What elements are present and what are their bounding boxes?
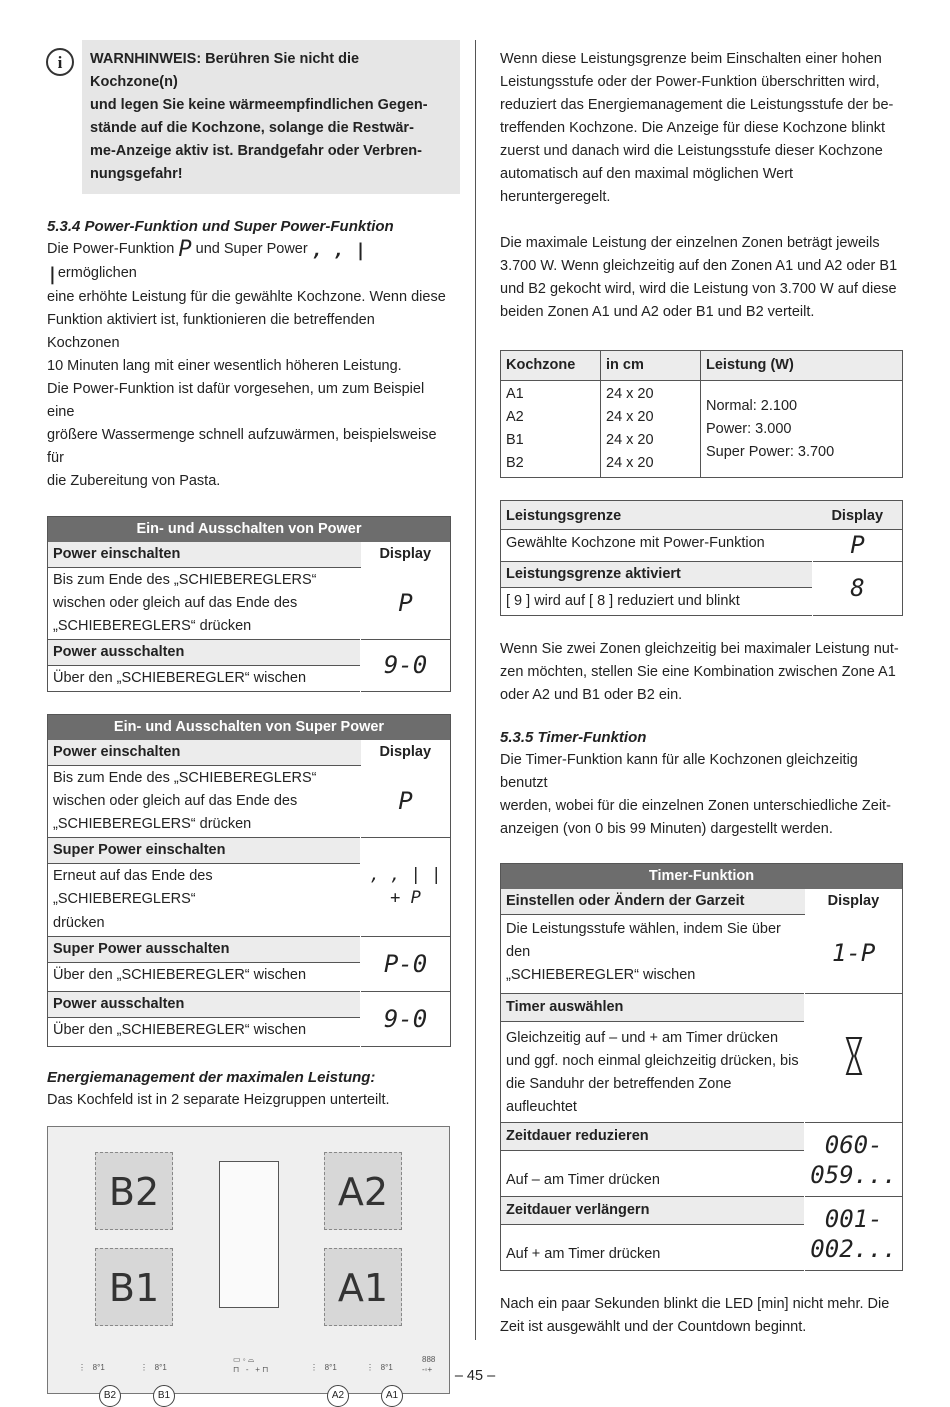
warning-line: WARNHINWEIS: Berühren Sie nicht die Kochzone(n) [90, 51, 360, 90]
display-symbol: P [813, 530, 903, 562]
table-col-display: Display [805, 889, 903, 915]
display-symbol: P-0 [361, 937, 451, 992]
table-header-power: Leistung (W) [701, 351, 903, 381]
text-line: Auf – am Timer drücken [506, 1172, 660, 1188]
text-line: reduziert das Energiemanagement die Leistungsstufe der be- [500, 97, 894, 113]
slider-control-icon: ⋮ 8°1 [140, 1363, 167, 1372]
super-power-table [47, 714, 451, 1047]
hob-diagram [47, 1126, 450, 1401]
text-line: die Zubereitung von Pasta. [47, 473, 221, 489]
column-divider [475, 40, 476, 1340]
text-line: anzeigen (von 0 bis 99 Minuten) dargestellt werden. [500, 821, 833, 837]
center-zone [219, 1161, 279, 1308]
circle-label-b2: B2 [99, 1385, 121, 1407]
timer-table [500, 863, 903, 1271]
circle-label-a1: A1 [381, 1385, 403, 1407]
size-cell [601, 381, 701, 478]
text: ermöglichen [57, 265, 137, 281]
table-cell [501, 915, 805, 994]
table-cell [48, 937, 361, 992]
table-cell [48, 766, 361, 838]
table-col-display: Display [813, 501, 903, 530]
table-cell [48, 992, 361, 1047]
text-line: „SCHIEBEREGLERS“ drücken [53, 618, 252, 634]
display-symbol: 9-0 [361, 640, 451, 692]
row-title: Leistungsgrenze aktiviert [501, 562, 812, 588]
section-title-535: 5.3.5 Timer-Funktion [500, 729, 647, 746]
table-col-title: Einstellen oder Ändern der Garzeit [501, 889, 805, 915]
display-line: 059... [810, 1160, 897, 1189]
text-line: oder A2 und B1 oder B2 ein. [500, 687, 683, 703]
text-line: Leistungsstufe oder der Power-Funktion überschritten wird, [500, 74, 880, 90]
row-title: Zeitdauer verlängern [501, 1197, 804, 1225]
zone-size: 24 x 20 [606, 409, 654, 425]
display-line: 002... [810, 1234, 897, 1263]
zone-table [500, 350, 903, 478]
text-line: größere Wassermenge schnell aufzuwärmen, beispielsweise für [47, 427, 437, 466]
text-line: Über den „SCHIEBEREGLER“ wischen [53, 1022, 307, 1038]
circle-label-a2: A2 [327, 1385, 349, 1407]
text-line: Erneut auf das Ende des „SCHIEBEREGLERS“ [53, 868, 213, 907]
text-line: Funktion aktiviert ist, funktionieren die betreffenden Kochzonen [47, 312, 375, 351]
display-line: 001- [824, 1204, 883, 1233]
text-line: Wenn diese Leistungsgrenze beim Einschalten einer hohen [500, 51, 882, 67]
section-title-534: 5.3.4 Power-Funktion und Super Power-Funktion [47, 218, 394, 235]
text-line: Wenn Sie zwei Zonen gleichzeitig bei maximaler Leistung nut- [500, 641, 899, 657]
table-col-display: Display [361, 542, 451, 568]
table-cell [501, 994, 805, 1123]
display-symbol: , , | | + P [361, 838, 451, 937]
super-power-display-symbol: , , | | [47, 240, 366, 285]
table-cell [501, 1123, 805, 1197]
text-line: Über den „SCHIEBEREGLER“ wischen [53, 967, 307, 983]
warning-line: stände auf die Kochzone, solange die Restwär- [90, 120, 414, 136]
zone-a1: A1 [324, 1248, 402, 1326]
center-control-icon: ▭ ◦ ⌓ ⊓ - + ⊓ [233, 1355, 269, 1374]
zone-name: B1 [506, 432, 524, 448]
table-col-display: Display [361, 740, 451, 766]
info-icon: i [46, 48, 74, 76]
text-line: Die Timer-Funktion kann für alle Kochzonen gleichzeitig benutzt [500, 752, 858, 791]
zone-a2: A2 [324, 1152, 402, 1230]
text-line: drücken [53, 915, 105, 931]
table-cell [501, 1197, 805, 1271]
left-column [47, 40, 451, 1401]
hourglass-icon [805, 994, 903, 1123]
energy-text: Das Kochfeld ist in 2 separate Heizgruppen unterteilt. [47, 1092, 390, 1108]
display-symbol: 9-0 [361, 992, 451, 1047]
text-line: Zeit ist ausgewählt und der Countdown beginnt. [500, 1319, 807, 1335]
warning-line: nungsgefahr! [90, 166, 183, 182]
slider-control-icon: ⋮ 8°1 [366, 1363, 393, 1372]
timer-control-icon: 888 -◦+ [422, 1355, 436, 1374]
text: Die Power-Funktion [47, 241, 175, 257]
zone-b2: B2 [95, 1152, 173, 1230]
slider-control-icon: ⋮ 8°1 [310, 1363, 337, 1372]
text-line: 3.700 W. Wenn gleichzeitig auf den Zonen A1 und A2 oder B1 [500, 258, 898, 274]
zone-b1: B1 [95, 1248, 173, 1326]
text-line: [ 9 ] wird auf [ 8 ] reduziert und blinkt [506, 593, 740, 609]
hourglass-icon [844, 1036, 864, 1076]
text: und Super Power [195, 241, 308, 257]
text-line: Bis zum Ende des „SCHIEBEREGLERS“ [53, 572, 317, 588]
text-line: Bis zum Ende des „SCHIEBEREGLERS“ [53, 770, 317, 786]
table-cell [48, 640, 361, 692]
zone-name: B2 [506, 455, 524, 471]
table-cell [48, 838, 361, 937]
text-line: „SCHIEBEREGLERS“ drücken [53, 816, 252, 832]
row-title: Super Power ausschalten [48, 937, 360, 963]
zone-cell [501, 381, 601, 478]
slider-control-icon: ⋮ 8°1 [78, 1363, 105, 1372]
text-line: zen möchten, stellen Sie eine Kombination zwischen Zone A1 [500, 664, 896, 680]
zone-size: 24 x 20 [606, 386, 654, 402]
text-line: Die Power-Funktion ist dafür vorgesehen, um zum Beispiel eine [47, 381, 425, 420]
limit-table [500, 500, 903, 616]
display-symbol: 1-P [805, 915, 903, 994]
zone-size: 24 x 20 [606, 432, 654, 448]
table-col-title: Power einschalten [48, 740, 361, 766]
right-column [500, 48, 903, 1339]
display-line: 060- [824, 1130, 883, 1159]
energy-title: Energiemanagement der maximalen Leistung: [47, 1069, 376, 1086]
circle-label-b1: B1 [153, 1385, 175, 1407]
zone-name: A1 [506, 386, 524, 402]
text-line: „SCHIEBEREGLER“ wischen [506, 967, 696, 983]
display-symbol: 8 [813, 562, 903, 616]
power-value: Power: 3.000 [706, 420, 792, 437]
table-header: Timer-Funktion [501, 864, 903, 890]
text-line: wischen oder gleich auf das Ende des [53, 595, 298, 611]
text-line: Auf + am Timer drücken [506, 1246, 661, 1262]
row-title: Timer auswählen [501, 994, 804, 1022]
power-intro [47, 238, 451, 286]
power-value: Super Power: 3.700 [706, 443, 835, 460]
table-col-title: Leistungsgrenze [501, 501, 813, 530]
text-line: zuerst und danach wird die Leistungsstufe dieser Kochzone [500, 143, 883, 159]
text-line: eine erhöhte Leistung für die gewählte Kochzone. Wenn diese [47, 289, 446, 305]
warning-box [57, 40, 460, 194]
text-line: treffenden Kochzone. Die Anzeige für diese Kochzone blinkt [500, 120, 886, 136]
table-header: Ein- und Ausschalten von Super Power [48, 715, 451, 741]
row-title: Zeitdauer reduzieren [501, 1123, 804, 1151]
text-line: 10 Minuten lang mit einer wesentlich höheren Leistung. [47, 358, 402, 374]
table-header-zone: Kochzone [501, 351, 601, 381]
text-line: automatisch auf den maximal möglichen Wert heruntergeregelt. [500, 166, 794, 205]
warning-line: und legen Sie keine wärmeempfindlichen Gegen- [90, 97, 428, 113]
text-line: Über den „SCHIEBEREGLER“ wischen [53, 670, 307, 686]
text-line: die Sanduhr der betreffenden Zone aufleuchtet [506, 1076, 732, 1115]
display-symbol: P [361, 568, 451, 640]
table-header-size: in cm [601, 351, 701, 381]
table-cell [501, 562, 813, 616]
warning-line: me-Anzeige aktiv ist. Brandgefahr oder Verbren- [90, 143, 422, 159]
text-line: und ggf. noch einmal gleichzeitig drücken, bis [506, 1053, 799, 1069]
display-symbol [805, 1123, 903, 1197]
zone-name: A2 [506, 409, 524, 425]
display-symbol: P [361, 766, 451, 838]
text-line: wischen oder gleich auf das Ende des [53, 793, 298, 809]
text-line: Die maximale Leistung der einzelnen Zonen beträgt jeweils [500, 235, 880, 251]
text-line: beiden Zonen A1 und A2 oder B1 und B2 verteilt. [500, 304, 815, 320]
text-line: Gewählte Kochzone mit Power-Funktion [506, 535, 765, 551]
page-number: – 45 – [454, 1368, 496, 1384]
table-cell [48, 568, 361, 640]
text-line: Nach ein paar Sekunden blinkt die LED [min] nicht mehr. Die [500, 1296, 890, 1312]
text-line: Gleichzeitig auf – und + am Timer drücken [506, 1030, 779, 1046]
text-line: und B2 gekocht wird, wird die Leistung von 3.700 W auf diese [500, 281, 897, 297]
row-title: Power ausschalten [48, 640, 360, 666]
table-header: Ein- und Ausschalten von Power [48, 517, 451, 543]
display-symbol [805, 1197, 903, 1271]
power-cell [701, 381, 903, 478]
row-title: Super Power einschalten [48, 838, 360, 864]
table-col-title: Power einschalten [48, 542, 361, 568]
text-line: werden, wobei für die einzelnen Zonen unterschiedliche Zeit- [500, 798, 891, 814]
power-table [47, 516, 451, 692]
zone-size: 24 x 20 [606, 455, 654, 471]
power-display-symbol: P [178, 237, 192, 262]
text-line: Die Leistungsstufe wählen, indem Sie über den [506, 921, 781, 960]
row-title: Power ausschalten [48, 992, 360, 1018]
power-value: Normal: 2.100 [706, 397, 798, 414]
